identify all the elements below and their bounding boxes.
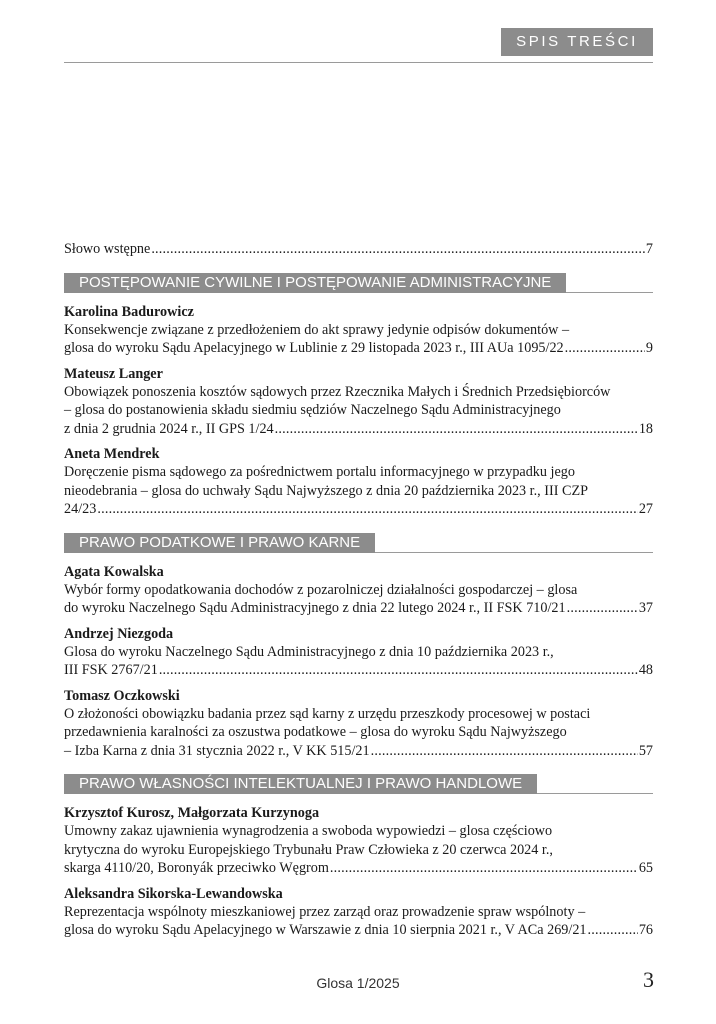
entry-author: Mateusz Langer [64, 365, 163, 382]
entry-title-line: – Izba Karna z dnia 31 stycznia 2022 r., V KK 515/21 [64, 742, 370, 759]
entry-title-line: Wybór formy opodatkowania dochodów z pozarolniczej działalności gospodarczej – glosa [64, 581, 578, 598]
entry-author: Agata Kowalska [64, 563, 164, 580]
entry-title-line: do wyroku Naczelnego Sądu Administracyjnego z dnia 22 lutego 2024 r., II FSK 710/21 [64, 600, 566, 616]
entry-title-line: III FSK 2767/21 [64, 662, 158, 678]
toc-entry[interactable] [64, 885, 653, 940]
entry-title-line: – glosa do postanowienia składu siedmiu sędziów Naczelnego Sądu Administracyjnego [64, 402, 561, 418]
section-title: PRAWO WŁASNOŚCI INTELEKTUALNEJ I PRAWO HANDLOWE [64, 774, 537, 794]
entry-title-line: nieodebrania – glosa do uchwały Sądu Najwyższego z dnia 20 października 2023 r., III CZP [64, 482, 588, 499]
entry-author: Aneta Mendrek [64, 446, 160, 462]
entry-title-line: przedawnienia karalności za oszustwa podatkowe – glosa do wyroku Sądu Najwyższego [64, 724, 567, 740]
entry-title-line: Reprezentacja wspólnoty mieszkaniowej przez zarząd oraz prowadzenie spraw wspólnoty – [64, 903, 586, 920]
dot-leader [588, 921, 638, 940]
entry-author: Aleksandra Sikorska-Lewandowska [64, 885, 283, 902]
section-title: POSTĘPOWANIE CYWILNE I POSTĘPOWANIE ADMINISTRACYJNE [64, 273, 566, 293]
entry-page: 37 [638, 600, 653, 616]
dot-leader [151, 240, 645, 259]
entry-page: 18 [638, 420, 653, 437]
dot-leader [275, 420, 638, 439]
section-header [64, 774, 653, 794]
toc-entry[interactable] [64, 625, 653, 680]
entry-author: Tomasz Oczkowski [64, 687, 180, 704]
dot-leader [97, 500, 637, 519]
toc-entry[interactable] [64, 365, 653, 439]
entry-title-line: krytyczna do wyroku Europejskiego Trybunału Praw Człowieka z 20 czerwca 2024 r., [64, 841, 553, 858]
table-of-contents [64, 240, 653, 947]
section-header [64, 533, 653, 553]
entry-page: 65 [638, 860, 653, 876]
entry-title-line: Doręczenie pisma sądowego za pośrednictwem portalu informacyjnego w przypadku jego [64, 464, 575, 480]
sections-container [64, 273, 653, 940]
entry-author: Andrzej Niezgoda [64, 625, 174, 642]
entry-page: 27 [638, 501, 653, 517]
preface-entry[interactable] [64, 240, 653, 259]
entry-page: 76 [638, 922, 653, 938]
entry-title-line: skarga 4110/20, Boronyák przeciwko Węgrom [64, 860, 329, 876]
toc-entry[interactable] [64, 687, 653, 761]
toc-entry[interactable] [64, 563, 653, 618]
section-header [64, 273, 653, 293]
dot-leader [567, 599, 638, 618]
preface-page: 7 [645, 241, 653, 257]
dot-leader [330, 859, 638, 878]
entry-title-line: O złożoności obowiązku badania przez sąd karny z urzędu przeszkody procesowej w postaci [64, 705, 591, 722]
entry-author: Karolina Badurowicz [64, 303, 194, 320]
entry-title-line: glosa do wyroku Sądu Apelacyjnego w Lublinie z 29 listopada 2023 r., III AUa 1095/22 [64, 340, 564, 356]
header-rule [64, 62, 653, 63]
preface-title: Słowo wstępne [64, 241, 151, 257]
entry-title-line: glosa do wyroku Sądu Apelacyjnego w Warszawie z dnia 10 sierpnia 2021 r., V ACa 269/21 [64, 922, 587, 938]
entry-author: Krzysztof Kurosz, Małgorzata Kurzynoga [64, 805, 320, 821]
entry-title-line: Glosa do wyroku Naczelnego Sądu Administracyjnego z dnia 10 października 2023 r., [64, 643, 554, 660]
entry-title-line: 24/23 [64, 501, 97, 517]
entry-page: 57 [638, 742, 653, 759]
dot-leader [159, 661, 638, 680]
header-tab: SPIS TREŚCI [501, 28, 653, 56]
dot-leader [371, 742, 638, 761]
entry-page: 9 [645, 340, 653, 356]
entry-title-line: Obowiązek ponoszenia kosztów sądowych przez Rzecznika Małych i Średnich Przedsiębiorców [64, 383, 611, 400]
toc-entry[interactable] [64, 303, 653, 358]
entry-title-line: Umowny zakaz ujawnienia wynagrodzenia a swoboda wypowiedzi – glosa częściowo [64, 823, 553, 839]
entry-title-line: Konsekwencje związane z przedłożeniem do akt sprawy jedynie odpisów dokumentów – [64, 321, 570, 338]
page-number: 3 [643, 967, 654, 992]
entry-title-line: z dnia 2 grudnia 2024 r., II GPS 1/24 [64, 420, 274, 437]
toc-entry[interactable] [64, 445, 653, 519]
entry-page: 48 [638, 662, 653, 678]
toc-entry[interactable] [64, 804, 653, 878]
section-title: PRAWO PODATKOWE I PRAWO KARNE [64, 533, 375, 553]
journal-footer: Glosa 1/2025 [316, 975, 400, 991]
dot-leader [565, 339, 645, 358]
